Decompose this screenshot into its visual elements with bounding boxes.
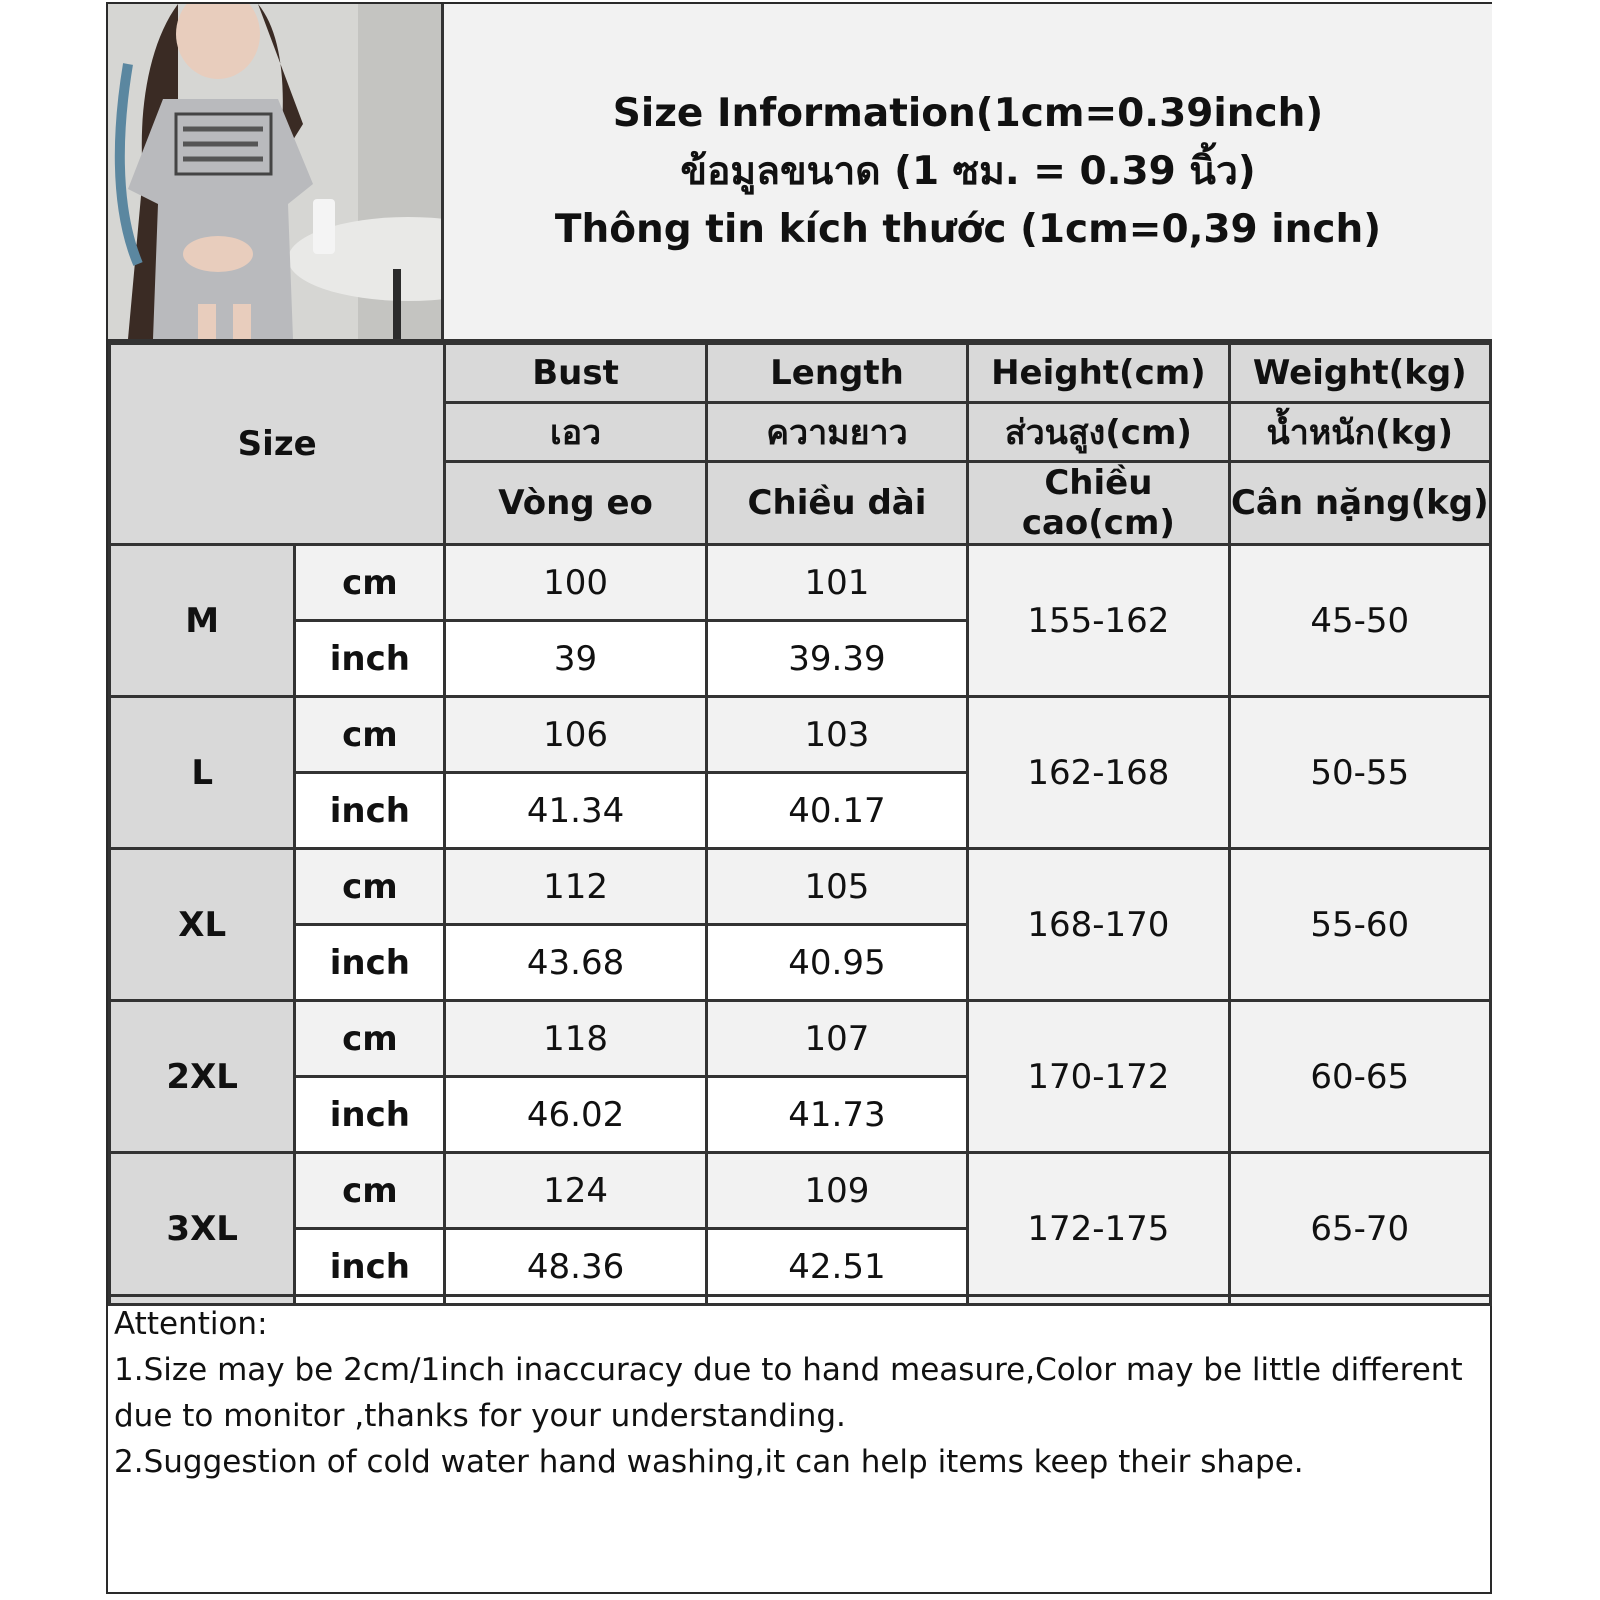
table-row-xl-cm xyxy=(110,849,1491,925)
bust-inch-cell: 48.36 xyxy=(445,1229,706,1305)
size-header: Size xyxy=(110,344,445,545)
weight-cell: 55-60 xyxy=(1229,849,1490,1001)
weight-cell: 65-70 xyxy=(1229,1153,1490,1305)
title-vietnamese: Thông tin kích thước (1cm=0,39 inch) xyxy=(554,206,1382,252)
size-label-3xl: 3XL xyxy=(110,1153,295,1305)
table-row-l-cm xyxy=(110,697,1491,773)
attention-note-1: 1.Size may be 2cm/1inch inaccuracy due to hand measure,Color may be little different due to monitor ,thanks for your understanding. xyxy=(114,1352,1463,1434)
bust-cm-cell: 100 xyxy=(445,545,706,621)
bust-cm-cell: 118 xyxy=(445,1001,706,1077)
column-header-height-vietnamese: Chiều cao(cm) xyxy=(968,462,1229,545)
length-inch-cell: 39.39 xyxy=(706,621,967,697)
length-cm-cell: 107 xyxy=(706,1001,967,1077)
height-cell: 168-170 xyxy=(968,849,1229,1001)
unit-inch: inch xyxy=(295,925,445,1001)
size-label-l: L xyxy=(110,697,295,849)
column-header-weight: Weight(kg) xyxy=(1229,344,1490,403)
product-photo xyxy=(108,4,444,342)
bust-inch-cell: 43.68 xyxy=(445,925,706,1001)
unit-cm: cm xyxy=(295,849,445,925)
title-thai: ข้อมูลขนาด (1 ซม. = 0.39 นิ้ว) xyxy=(680,148,1256,194)
attention-note-2: 2.Suggestion of cold water hand washing,it can help items keep their shape. xyxy=(114,1444,1304,1480)
length-cm-cell: 103 xyxy=(706,697,967,773)
table-row-m-cm xyxy=(110,545,1491,621)
size-label-m: M xyxy=(110,545,295,697)
length-cm-cell: 105 xyxy=(706,849,967,925)
length-inch-cell: 40.95 xyxy=(706,925,967,1001)
length-inch-cell: 42.51 xyxy=(706,1229,967,1305)
length-cm-cell: 101 xyxy=(706,545,967,621)
unit-inch: inch xyxy=(295,621,445,697)
unit-cm: cm xyxy=(295,1001,445,1077)
size-information-title xyxy=(444,4,1492,342)
bust-cm-cell: 124 xyxy=(445,1153,706,1229)
unit-cm: cm xyxy=(295,545,445,621)
bust-inch-cell: 46.02 xyxy=(445,1077,706,1153)
column-header-bust-vietnamese: Vòng eo xyxy=(445,462,706,545)
table-row-3xl-cm xyxy=(110,1153,1491,1229)
column-header-weight-vietnamese: Cân nặng(kg) xyxy=(1229,462,1490,545)
bust-inch-cell: 39 xyxy=(445,621,706,697)
bust-cm-cell: 112 xyxy=(445,849,706,925)
size-chart-sheet xyxy=(106,2,1492,1594)
size-label-2xl: 2XL xyxy=(110,1001,295,1153)
height-cell: 162-168 xyxy=(968,697,1229,849)
length-cm-cell: 109 xyxy=(706,1153,967,1229)
unit-inch: inch xyxy=(295,1077,445,1153)
unit-inch: inch xyxy=(295,1229,445,1305)
column-header-height-thai: ส่วนสูง(cm) xyxy=(968,403,1229,462)
length-inch-cell: 40.17 xyxy=(706,773,967,849)
size-table xyxy=(108,342,1492,1306)
unit-cm: cm xyxy=(295,1153,445,1229)
table-row-2xl-cm xyxy=(110,1001,1491,1077)
height-cell: 172-175 xyxy=(968,1153,1229,1305)
header-row-english xyxy=(110,344,1491,403)
column-header-height: Height(cm) xyxy=(968,344,1229,403)
weight-cell: 60-65 xyxy=(1229,1001,1490,1153)
height-cell: 155-162 xyxy=(968,545,1229,697)
length-inch-cell: 41.73 xyxy=(706,1077,967,1153)
model-wearing-tshirt-dress-image xyxy=(108,4,441,339)
unit-cm: cm xyxy=(295,697,445,773)
bust-cm-cell: 106 xyxy=(445,697,706,773)
title-english: Size Information(1cm=0.39inch) xyxy=(612,90,1324,136)
column-header-length-vietnamese: Chiều dài xyxy=(706,462,967,545)
attention-notes xyxy=(108,1294,1492,1594)
weight-cell: 50-55 xyxy=(1229,697,1490,849)
column-header-bust-thai: เอว xyxy=(445,403,706,462)
column-header-weight-thai: น้ำหนัก(kg) xyxy=(1229,403,1490,462)
unit-inch: inch xyxy=(295,773,445,849)
column-header-length: Length xyxy=(706,344,967,403)
column-header-length-thai: ความยาว xyxy=(706,403,967,462)
height-cell: 170-172 xyxy=(968,1001,1229,1153)
weight-cell: 45-50 xyxy=(1229,545,1490,697)
size-label-xl: XL xyxy=(110,849,295,1001)
bust-inch-cell: 41.34 xyxy=(445,773,706,849)
attention-heading: Attention: xyxy=(114,1306,268,1342)
column-header-bust: Bust xyxy=(445,344,706,403)
